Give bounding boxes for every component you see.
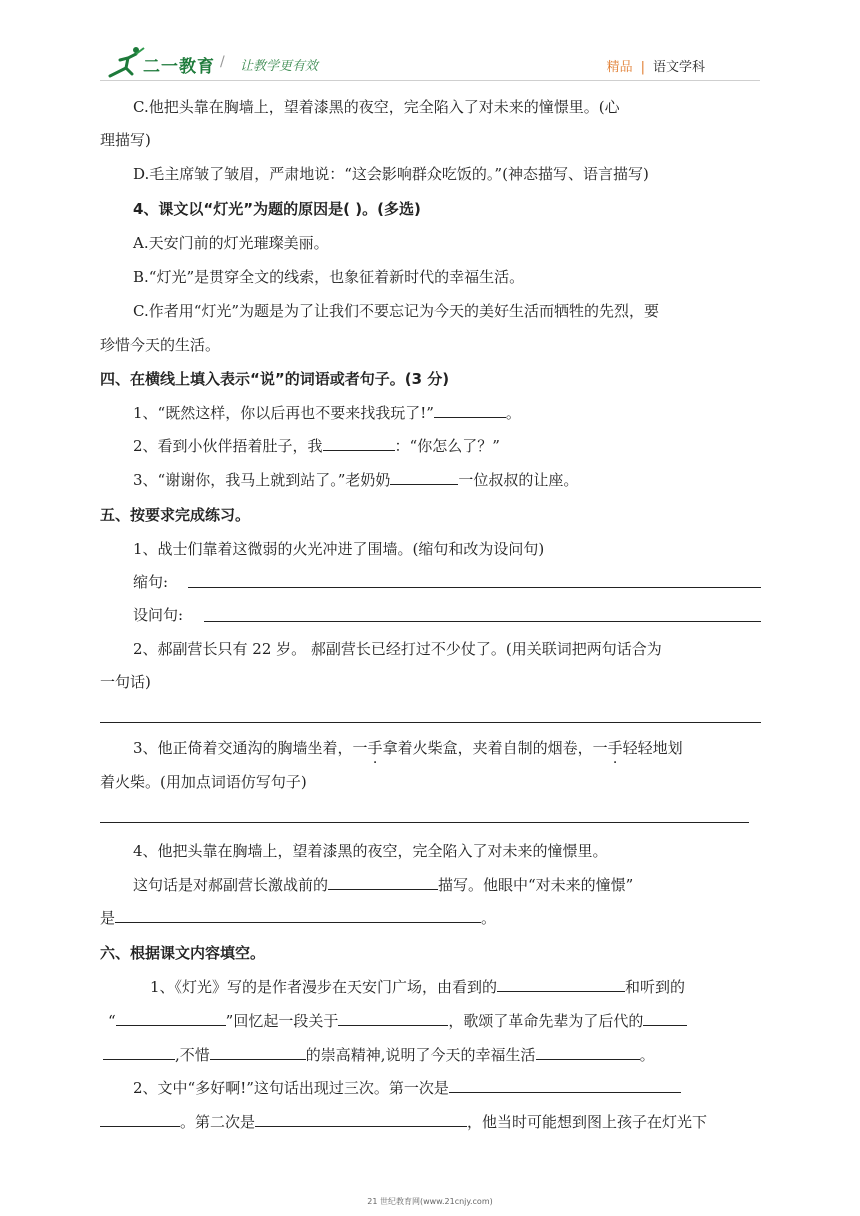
- s6-q1-line2: [108, 1011, 687, 1031]
- s5-q4-blank1[interactable]: [328, 875, 438, 890]
- s4-q2: [133, 436, 500, 456]
- s6-q1-blank3[interactable]: [338, 1011, 448, 1026]
- s4-q1-end: 。: [505, 404, 521, 422]
- q4-option-c-line2: 珍惜今天的生活。: [100, 336, 221, 354]
- s5-q1-question-label: 设问句:: [133, 606, 184, 624]
- dotted-word-1: 手: [367, 739, 383, 757]
- s5-q3-line2: 着火柴。(用加点词语仿写句子): [100, 773, 307, 791]
- s5-q4-fill2: [100, 908, 496, 928]
- s4-q2-blank[interactable]: [323, 436, 395, 451]
- s6-q1-blank4[interactable]: [643, 1011, 687, 1026]
- s6-q1-line3: [103, 1045, 655, 1065]
- s6-q1-line1-end: 和听到的: [625, 978, 686, 996]
- s5-q2-line1: 2、郝副营长只有 22 岁。 郝副营长已经打过不少仗了。(用关联词把两句话合为: [133, 640, 662, 658]
- page-header: [0, 0, 860, 90]
- s6-q2-line2-text1: 。第二次是: [180, 1113, 256, 1131]
- s4-q3-end: 一位叔叔的让座。: [458, 471, 579, 489]
- q4-option-c-line1: C.作者用“灯光”为题是为了让我们不要忘记为今天的美好生活而牺牲的先烈，要: [133, 302, 660, 320]
- s6-q1-blank2[interactable]: [116, 1011, 226, 1026]
- s6-q1-line2-text: ”回忆起一段关于: [225, 1012, 339, 1030]
- s5-q4-fill1-end: 描写。他眼中“对未来的憧憬”: [438, 876, 634, 894]
- dotted-word-2: 手: [607, 739, 623, 757]
- s6-q1-line3-end: 。: [639, 1046, 655, 1064]
- s6-q1-line1: [150, 977, 685, 997]
- option-d: D.毛主席皱了皱眉，严肃地说：“这会影响群众吃饭的。”(神态描写、语言描写): [133, 165, 649, 183]
- s6-q1-blank6[interactable]: [210, 1045, 306, 1060]
- s5-q4-fill2-end: 。: [481, 909, 497, 927]
- s5-q4-fill1-text: 这句话是对郝副营长激战前的: [133, 876, 329, 894]
- s4-q1-text: 1、“既然这样，你以后再也不要来找我玩了!”: [133, 404, 434, 422]
- tag-separator: |: [640, 60, 645, 75]
- s6-q2-blank1[interactable]: [449, 1078, 681, 1093]
- quality-tag: 精品: [606, 60, 633, 75]
- subject-tag: 语文学科: [652, 60, 705, 75]
- s5-q4-blank2[interactable]: [115, 908, 481, 923]
- s6-q2-line2-text2: ，他当时可能想到图上孩子在灯光下: [467, 1113, 708, 1131]
- s5-q2-answer-line[interactable]: [100, 722, 761, 723]
- s6-q1-line2-quote: “: [108, 1012, 116, 1030]
- section-6-title: 六、根据课文内容填空。: [100, 944, 266, 962]
- s5-q3-part2: 拿着火柴盒，夹着自制的烟卷，一: [382, 739, 608, 757]
- brand-name: 二一教育: [143, 57, 215, 77]
- s5-q1-shorten-answer-line[interactable]: [188, 587, 761, 588]
- s5-q4-fill1: [133, 875, 633, 895]
- s4-q1: [133, 403, 521, 423]
- s5-q3-part3: 轻轻地划: [622, 739, 683, 757]
- option-c-line2: 理描写): [100, 131, 151, 149]
- s6-q1-line1-text: 1、《灯光》写的是作者漫步在天安门广场，由看到的: [150, 978, 498, 996]
- s4-q3: [133, 470, 578, 490]
- q4-option-b: B.“灯光”是贯穿全文的线索，也象征着新时代的幸福生活。: [133, 268, 525, 286]
- s6-q1-blank7[interactable]: [536, 1045, 640, 1060]
- s6-q2-blank3[interactable]: [255, 1112, 467, 1127]
- s4-q3-text: 3、“谢谢你，我马上就到站了。”老奶奶: [133, 471, 391, 489]
- header-tags: [607, 56, 705, 75]
- s6-q1-line3-text2: 的崇高精神,说明了今天的幸福生活: [305, 1046, 536, 1064]
- s5-q1-shorten-label: 缩句:: [133, 573, 169, 591]
- s5-q1: 1、战士们靠着这微弱的火光冲进了围墙。(缩句和改为设问句): [133, 540, 545, 558]
- s6-q2-line1: [133, 1078, 681, 1098]
- section-5-title: 五、按要求完成练习。: [100, 506, 251, 524]
- s5-q3-line1: [133, 738, 683, 758]
- s5-q1-question-answer-line[interactable]: [204, 621, 761, 622]
- s5-q2-line2: 一句话): [100, 673, 151, 691]
- running-man-logo-icon: [106, 46, 146, 80]
- s6-q1-blank1[interactable]: [497, 977, 625, 992]
- section-4-title: 四、在横线上填入表示“说”的词语或者句子。(3 分): [100, 370, 450, 388]
- header-divider: /: [220, 54, 225, 70]
- s4-q1-blank[interactable]: [434, 403, 506, 418]
- q4-option-a: A.天安门前的灯光璀璨美丽。: [133, 234, 329, 252]
- s4-q3-blank[interactable]: [390, 470, 458, 485]
- question-4: 4、课文以“灯光”为题的原因是( )。(多选): [133, 200, 421, 218]
- s6-q2-line1-text: 2、文中“多好啊!”这句话出现过三次。第一次是: [133, 1079, 449, 1097]
- s6-q1-line3-text1: ,不惜: [175, 1046, 210, 1064]
- s4-q2-text: 2、看到小伙伴捂着肚子，我: [133, 437, 323, 455]
- s5-q4: 4、他把头靠在胸墙上，望着漆黑的夜空，完全陷入了对未来的憧憬里。: [133, 842, 608, 860]
- s6-q2-blank2[interactable]: [100, 1112, 180, 1127]
- brand-slogan: 让教学更有效: [240, 59, 319, 74]
- page-footer: 21 世纪教育网(www.21cnjy.com): [367, 1197, 493, 1206]
- s5-q4-fill2-text: 是: [100, 909, 116, 927]
- s6-q2-line2: [100, 1112, 707, 1132]
- header-rule: [100, 80, 760, 81]
- s6-q1-blank5[interactable]: [103, 1045, 175, 1060]
- s5-q3-part1: 3、他正倚着交通沟的胸墙坐着，一: [133, 739, 368, 757]
- s6-q1-line2-end: ，歌颂了革命先辈为了后代的: [448, 1012, 644, 1030]
- option-c-line1: C.他把头靠在胸墙上，望着漆黑的夜空，完全陷入了对未来的憧憬里。(心: [133, 98, 620, 116]
- s5-q3-answer-line[interactable]: [100, 822, 749, 823]
- s4-q2-end: ：“你怎么了？”: [394, 437, 500, 455]
